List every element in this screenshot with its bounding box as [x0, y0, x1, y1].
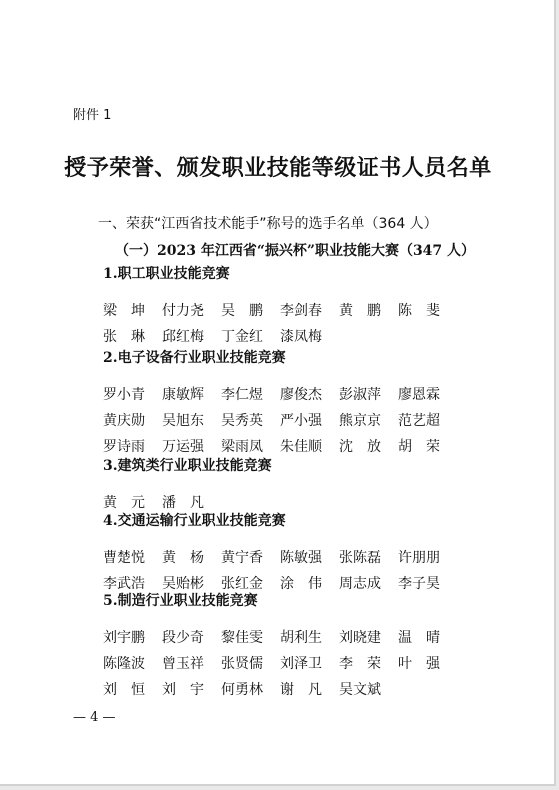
person-name: 黄 元	[103, 495, 145, 511]
person-name: 何勇林	[221, 682, 263, 698]
person-name: 周志成	[339, 576, 381, 592]
person-name: 李仁煜	[221, 387, 263, 403]
person-name: 李剑春	[280, 303, 322, 319]
person-name: 彭淑萍	[339, 387, 381, 403]
group-title: 2.电子设备行业职业技能竞赛	[103, 350, 286, 366]
person-name: 许朋朋	[398, 550, 440, 566]
person-name: 陈 斐	[398, 303, 440, 319]
person-name: 潘 凡	[162, 495, 204, 511]
person-name: 张陈磊	[339, 550, 381, 566]
person-name: 梁 坤	[103, 303, 145, 319]
person-name: 黎佳雯	[221, 630, 263, 646]
person-name: 曾玉祥	[162, 656, 204, 672]
person-name: 温 晴	[398, 630, 440, 646]
person-name: 朱佳顺	[280, 439, 322, 455]
person-name: 罗小青	[103, 387, 145, 403]
person-name: 黄庆勋	[103, 413, 145, 429]
person-name: 熊京京	[339, 413, 381, 429]
person-name: 谢 凡	[280, 682, 322, 698]
page-number: — 4 —	[73, 710, 116, 725]
person-name: 付力尧	[162, 303, 204, 319]
person-name: 吴秀英	[221, 413, 263, 429]
person-name: 吴 鹏	[221, 303, 263, 319]
person-name: 严小强	[280, 413, 322, 429]
person-name: 黄宁香	[221, 550, 263, 566]
person-name: 廖恩霖	[398, 387, 440, 403]
person-name: 黄 鹏	[339, 303, 381, 319]
person-name: 张贤儒	[221, 656, 263, 672]
person-name: 范艺超	[398, 413, 440, 429]
person-name: 胡 荣	[398, 439, 440, 455]
person-name: 康敏辉	[162, 387, 204, 403]
person-name: 万运强	[162, 439, 204, 455]
person-name: 梁雨凤	[221, 439, 263, 455]
person-name: 罗诗雨	[103, 439, 145, 455]
document-title: 授予荣誉、颁发职业技能等级证书人员名单	[64, 155, 492, 181]
person-name: 曹楚悦	[103, 550, 145, 566]
person-name: 黄 杨	[162, 550, 204, 566]
person-name: 李子昊	[398, 576, 440, 592]
person-name: 吴贻彬	[162, 576, 204, 592]
person-name: 胡利生	[280, 630, 322, 646]
group-title: 5.制造行业职业技能竞赛	[103, 593, 258, 609]
person-name: 沈 放	[339, 439, 381, 455]
person-name: 丁金红	[221, 329, 263, 345]
group-title: 1.职工职业技能竞赛	[103, 266, 230, 282]
person-name: 邱红梅	[162, 329, 204, 345]
person-name: 李武浩	[103, 576, 145, 592]
person-name: 张红金	[221, 576, 263, 592]
person-name: 廖俊杰	[280, 387, 322, 403]
person-name: 吴旭东	[162, 413, 204, 429]
person-name: 吴文斌	[339, 682, 381, 698]
person-name: 刘宇鹏	[103, 630, 145, 646]
group-title: 4.交通运输行业职业技能竞赛	[103, 513, 286, 529]
person-name: 叶 强	[398, 656, 440, 672]
section-heading: 一、荣获“江西省技术能手”称号的选手名单（364 人）	[98, 216, 438, 232]
person-name: 张 琳	[103, 329, 145, 345]
attachment-label: 附件 1	[73, 108, 112, 123]
person-name: 涂 伟	[280, 576, 322, 592]
person-name: 李 荣	[339, 656, 381, 672]
person-name: 陈敏强	[280, 550, 322, 566]
person-name: 漆凤梅	[280, 329, 322, 345]
person-name: 刘泽卫	[280, 656, 322, 672]
person-name: 刘晓建	[339, 630, 381, 646]
person-name: 刘 宇	[162, 682, 204, 698]
group-title: 3.建筑类行业职业技能竞赛	[103, 458, 272, 474]
person-name: 刘 恒	[103, 682, 145, 698]
competition-heading: （一）2023 年江西省“振兴杯”职业技能大赛（347 人）	[115, 243, 476, 259]
person-name: 段少奇	[162, 630, 204, 646]
person-name: 陈隆波	[103, 656, 145, 672]
